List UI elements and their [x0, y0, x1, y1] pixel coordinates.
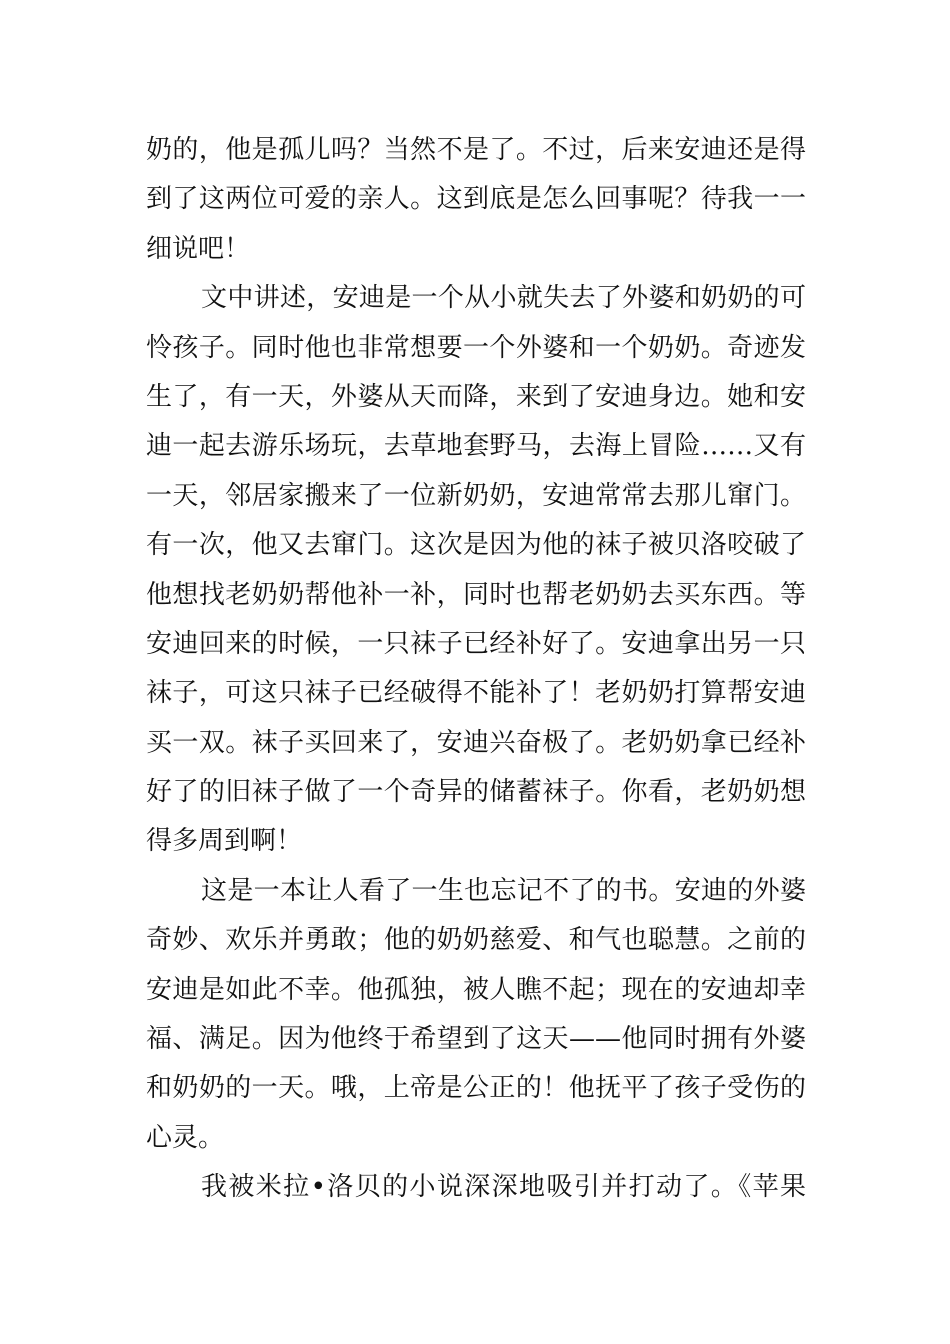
- text-line: 奶的，他是孤儿吗？当然不是了。不过，后来安迪还是得: [146, 135, 806, 165]
- text-line: 生了，有一天，外婆从天而降，来到了安迪身边。她和安: [146, 381, 806, 412]
- text-line: 得多周到啊！: [146, 826, 303, 857]
- text-line: 买一双。袜子买回来了，安迪兴奋极了。老奶奶拿已经补: [146, 727, 806, 758]
- text-line: 一天，邻居家搬来了一位新奶奶，安迪常常去那儿窜门。: [146, 480, 806, 511]
- text-line: 福、满足。因为他终于希望到了这天——他同时拥有外婆: [146, 1024, 806, 1055]
- text-line: 和奶奶的一天。哦，上帝是公正的！他抚平了孩子受伤的: [146, 1073, 806, 1104]
- text-line: 心灵。: [146, 1122, 225, 1153]
- text-line: 奇妙、欢乐并勇敢；他的奶奶慈爱、和气也聪慧。之前的: [146, 925, 806, 956]
- text-line: 文中讲述，安迪是一个从小就失去了外婆和奶奶的可: [201, 283, 806, 314]
- text-line: 怜孩子。同时他也非常想要一个外婆和一个奶奶。奇迹发: [146, 332, 806, 363]
- text-line: 他想找老奶奶帮他补一补，同时也帮老奶奶去买东西。等: [146, 579, 806, 610]
- text-line: 安迪回来的时候，一只袜子已经补好了。安迪拿出另一只: [146, 628, 806, 659]
- text-line: 好了的旧袜子做了一个奇异的储蓄袜子。你看，老奶奶想: [146, 777, 806, 808]
- text-line: 有一次，他又去窜门。这次是因为他的袜子被贝洛咬破了: [146, 530, 806, 561]
- text-line: 袜子，可这只袜子已经破得不能补了！老奶奶打算帮安迪: [146, 678, 806, 709]
- text-line: 迪一起去游乐场玩，去草地套野马，去海上冒险……又有: [146, 431, 806, 462]
- text-line: 这是一本让人看了一生也忘记不了的书。安迪的外婆: [201, 875, 806, 906]
- body-text: [146, 126, 806, 1213]
- text-line: 到了这两位可爱的亲人。这到底是怎么回事呢？待我一一: [146, 184, 806, 215]
- text-line: 细说吧！: [146, 233, 251, 264]
- text-line: 安迪是如此不幸。他孤独，被人瞧不起；现在的安迪却幸: [146, 974, 806, 1005]
- text-line: 我被米拉•洛贝的小说深深地吸引并打动了。《苹果: [201, 1172, 806, 1203]
